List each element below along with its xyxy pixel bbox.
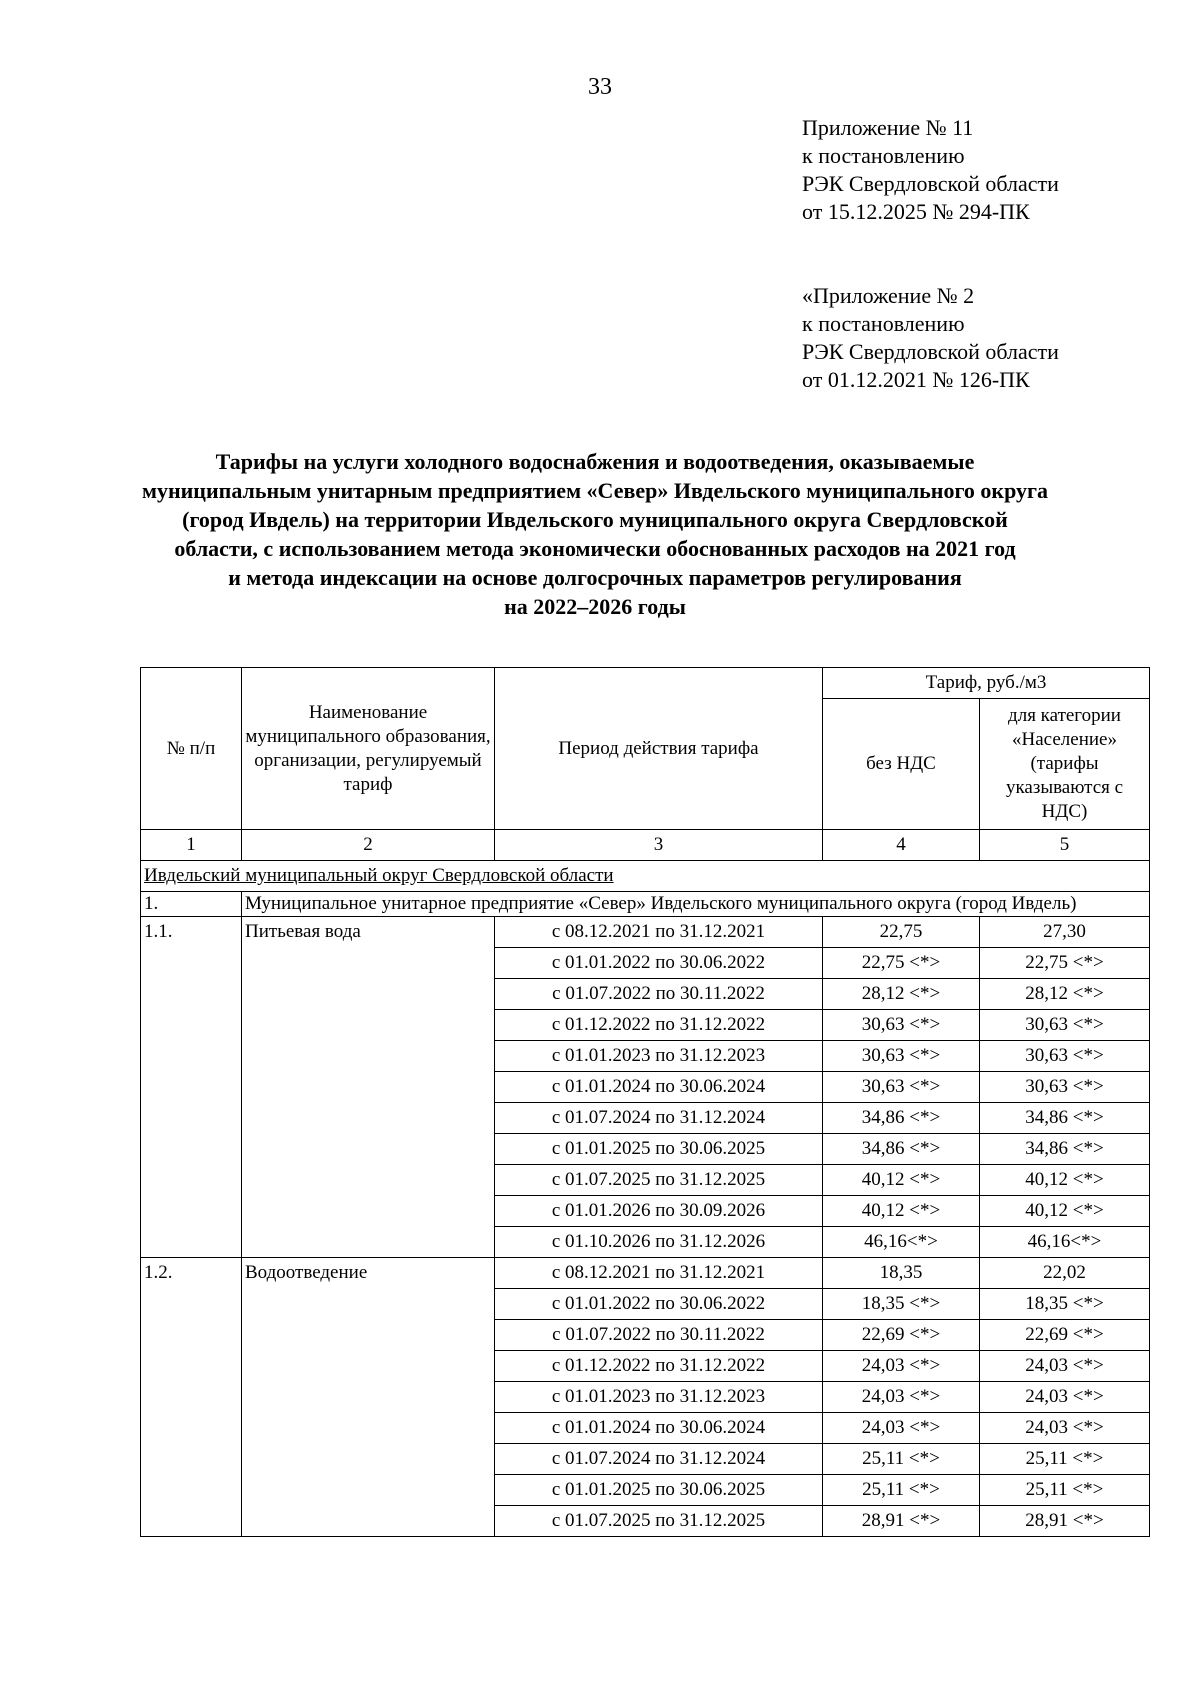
organization-name: Муниципальное унитарное предприятие «Север» Ивдельского муниципального округа (город Ивдель) (242, 892, 1150, 917)
annex-current-line: от 15.12.2025 № 294-ПК (802, 199, 1030, 224)
period-cell: с 01.01.2025 по 30.06.2025 (495, 1134, 823, 1165)
column-number: 3 (495, 830, 823, 861)
title-line: на 2022–2026 годы (504, 594, 686, 619)
tariff-population-cell: 27,30 (980, 917, 1150, 948)
tariff-population-cell: 24,03 <*> (980, 1382, 1150, 1413)
column-number: 1 (141, 830, 242, 861)
period-cell: с 01.10.2026 по 31.12.2026 (495, 1227, 823, 1258)
period-cell: с 01.01.2025 по 30.06.2025 (495, 1475, 823, 1506)
tariff-population-cell: 28,12 <*> (980, 979, 1150, 1010)
header-num: № п/п (141, 668, 242, 830)
organization-num: 1. (141, 892, 242, 917)
period-cell: с 01.01.2022 по 30.06.2022 (495, 948, 823, 979)
tariff-no-vat-cell: 25,11 <*> (823, 1475, 980, 1506)
tariff-no-vat-cell: 22,75 <*> (823, 948, 980, 979)
annex-current-line: к постановлению (802, 143, 965, 168)
period-cell: с 01.12.2022 по 31.12.2022 (495, 1010, 823, 1041)
header-period: Период действия тарифа (495, 668, 823, 830)
tariff-population-cell: 22,69 <*> (980, 1320, 1150, 1351)
tariff-population-cell: 24,03 <*> (980, 1351, 1150, 1382)
title-line: области, с использованием метода экономически обоснованных расходов на 2021 год (174, 536, 1016, 561)
service-num: 1.2. (141, 1258, 242, 1537)
tariff-population-cell: 30,63 <*> (980, 1072, 1150, 1103)
column-number: 2 (242, 830, 495, 861)
tariff-no-vat-cell: 46,16<*> (823, 1227, 980, 1258)
period-cell: с 01.01.2022 по 30.06.2022 (495, 1289, 823, 1320)
tariff-no-vat-cell: 34,86 <*> (823, 1134, 980, 1165)
tariff-no-vat-cell: 25,11 <*> (823, 1444, 980, 1475)
tariff-no-vat-cell: 24,03 <*> (823, 1382, 980, 1413)
period-cell: с 08.12.2021 по 31.12.2021 (495, 917, 823, 948)
tariff-population-cell: 34,86 <*> (980, 1134, 1150, 1165)
annex-original-line: от 01.12.2021 № 126-ПК (802, 367, 1030, 392)
tariff-population-cell: 18,35 <*> (980, 1289, 1150, 1320)
tariff-no-vat-cell: 22,75 (823, 917, 980, 948)
tariff-population-cell: 22,75 <*> (980, 948, 1150, 979)
period-cell: с 01.12.2022 по 31.12.2022 (495, 1351, 823, 1382)
title-line: и метода индексации на основе долгосрочных параметров регулирования (228, 565, 962, 590)
tariff-population-cell: 24,03 <*> (980, 1413, 1150, 1444)
tariff-no-vat-cell: 28,91 <*> (823, 1506, 980, 1537)
period-cell: с 01.07.2022 по 30.11.2022 (495, 979, 823, 1010)
period-cell: с 01.01.2026 по 30.09.2026 (495, 1196, 823, 1227)
header-tariff-group: Тариф, руб./м3 (823, 668, 1150, 699)
tariff-no-vat-cell: 30,63 <*> (823, 1010, 980, 1041)
column-numbers-row (141, 830, 1150, 861)
title-line: Тарифы на услуги холодного водоснабжения и водоотведения, оказываемые (215, 449, 975, 474)
tariff-population-cell: 30,63 <*> (980, 1010, 1150, 1041)
header-name: Наименование муниципального образования, организации, регулируемый тариф (242, 668, 495, 830)
period-cell: с 01.07.2024 по 31.12.2024 (495, 1444, 823, 1475)
tariff-population-cell: 30,63 <*> (980, 1041, 1150, 1072)
tariff-no-vat-cell: 40,12 <*> (823, 1196, 980, 1227)
header-no-vat: без НДС (823, 699, 980, 830)
annex-original (802, 282, 1182, 394)
tariff-no-vat-cell: 40,12 <*> (823, 1165, 980, 1196)
section-title: Ивдельский муниципальный округ Свердловской области (141, 861, 1150, 892)
period-cell: с 01.01.2023 по 31.12.2023 (495, 1382, 823, 1413)
tariff-population-cell: 25,11 <*> (980, 1444, 1150, 1475)
document-title (120, 447, 1070, 621)
organization-row (141, 892, 1150, 917)
service-name: Питьевая вода (242, 917, 495, 1258)
section-row (141, 861, 1150, 892)
period-cell: с 01.07.2025 по 31.12.2025 (495, 1165, 823, 1196)
service-num: 1.1. (141, 917, 242, 1258)
annex-current (802, 114, 1182, 226)
tariff-population-cell: 34,86 <*> (980, 1103, 1150, 1134)
service-name: Водоотведение (242, 1258, 495, 1537)
tariff-no-vat-cell: 18,35 <*> (823, 1289, 980, 1320)
tariff-no-vat-cell: 30,63 <*> (823, 1041, 980, 1072)
column-number: 5 (980, 830, 1150, 861)
tariff-row (141, 1258, 1150, 1289)
period-cell: с 08.12.2021 по 31.12.2021 (495, 1258, 823, 1289)
period-cell: с 01.07.2024 по 31.12.2024 (495, 1103, 823, 1134)
tariff-no-vat-cell: 30,63 <*> (823, 1072, 980, 1103)
tariff-no-vat-cell: 24,03 <*> (823, 1351, 980, 1382)
annex-current-line: РЭК Свердловской области (802, 171, 1059, 196)
tariff-population-cell: 46,16<*> (980, 1227, 1150, 1258)
tariff-population-cell: 40,12 <*> (980, 1165, 1150, 1196)
tariff-population-cell: 22,02 (980, 1258, 1150, 1289)
period-cell: с 01.01.2023 по 31.12.2023 (495, 1041, 823, 1072)
tariff-no-vat-cell: 34,86 <*> (823, 1103, 980, 1134)
annex-original-line: РЭК Свердловской области (802, 339, 1059, 364)
tariff-no-vat-cell: 22,69 <*> (823, 1320, 980, 1351)
period-cell: с 01.01.2024 по 30.06.2024 (495, 1072, 823, 1103)
annex-original-line: к постановлению (802, 311, 965, 336)
title-line: муниципальным унитарным предприятием «Север» Ивдельского муниципального округа (141, 478, 1049, 503)
period-cell: с 01.07.2022 по 30.11.2022 (495, 1320, 823, 1351)
annex-original-line: «Приложение № 2 (802, 283, 975, 308)
tariff-row (141, 917, 1150, 948)
tariff-population-cell: 28,91 <*> (980, 1506, 1150, 1537)
tariff-no-vat-cell: 28,12 <*> (823, 979, 980, 1010)
header-population: для категории «Население» (тарифы указываются с НДС) (980, 699, 1150, 830)
annex-current-line: Приложение № 11 (802, 115, 974, 140)
header-row (141, 668, 1150, 699)
tariff-no-vat-cell: 18,35 (823, 1258, 980, 1289)
title-line: (город Ивдель) на территории Ивдельского муниципального округа Свердловской (182, 507, 1008, 532)
period-cell: с 01.01.2024 по 30.06.2024 (495, 1413, 823, 1444)
page-number: 33 (588, 74, 612, 100)
tariff-no-vat-cell: 24,03 <*> (823, 1413, 980, 1444)
column-number: 4 (823, 830, 980, 861)
tariff-population-cell: 25,11 <*> (980, 1475, 1150, 1506)
tariff-population-cell: 40,12 <*> (980, 1196, 1150, 1227)
period-cell: с 01.07.2025 по 31.12.2025 (495, 1506, 823, 1537)
tariff-table (140, 667, 1150, 1537)
